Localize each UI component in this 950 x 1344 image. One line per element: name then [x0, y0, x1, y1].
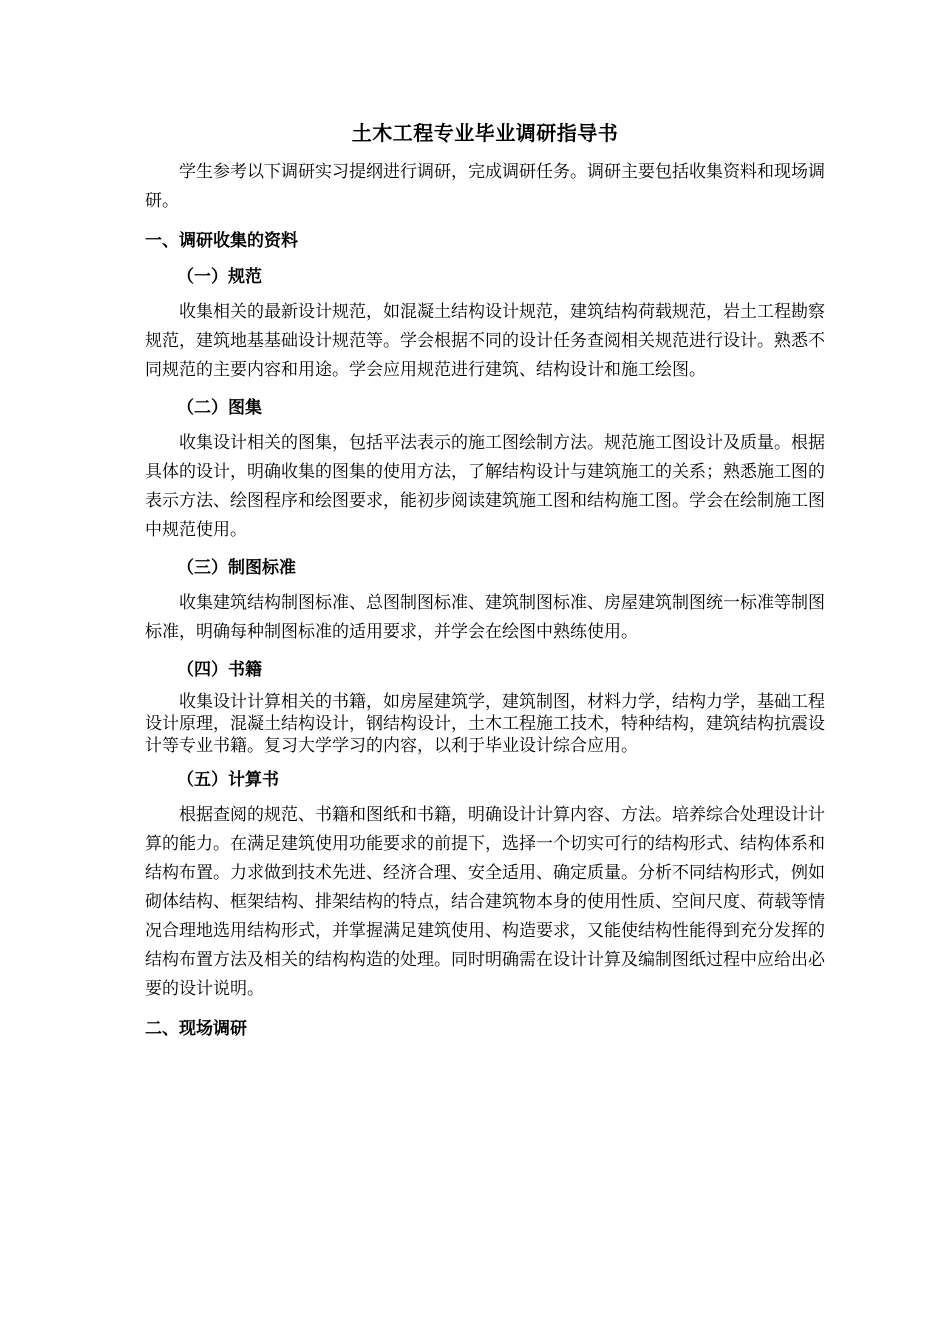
subheading-calculation-book: （五）计算书: [177, 770, 279, 790]
intro-paragraph: 学生参考以下调研实习提纲进行调研，完成调研任务。调研主要包括收集资料和现场调研。: [145, 162, 825, 211]
document-title: 土木工程专业毕业调研指导书: [351, 121, 619, 145]
section-heading-collect-materials: 一、调研收集的资料: [145, 231, 298, 251]
paragraph-books: 收集设计计算相关的书籍，如房屋建筑学，建筑制图，材料力学，结构力学，基础工程设计原理，混凝土结构设计，钢结构设计，土木工程施工技术，特种结构，建筑结构抗震设计等专业书籍。复习大学学习的内容，以利于毕业设计综合应用。: [145, 692, 825, 756]
paragraph-codes: 收集相关的最新设计规范，如混凝土结构设计规范，建筑结构荷载规范，岩土工程勘察规范，建筑地基基础设计规范等。学会根据不同的设计任务查阅相关规范进行设计。熟悉不同规范的主要内容和用途。学会应用规范进行建筑、结构设计和施工绘图。: [145, 302, 825, 380]
section-heading-field-research: 二、现场调研: [145, 1019, 247, 1039]
paragraph-drawing-standards: 收集建筑结构制图标准、总图制图标准、建筑制图标准、房屋建筑制图统一标准等制图标准，明确每种制图标准的适用要求，并学会在绘图中熟练使用。: [145, 593, 825, 642]
paragraph-calculation-book: 根据查阅的规范、书籍和图纸和书籍，明确设计计算内容、方法。培养综合处理设计计算的能力。在满足建筑使用功能要求的前提下，选择一个切实可行的结构形式、结构体系和结构布置。力求做到技术先进、经济合理、安全适用、确定质量。分析不同结构形式，例如砌体结构、框架结构、排架结构的特点，结合建筑物本身的使用性质、空间尺度、荷载等情况合理地选用结构形式，并掌握满足建筑使用、构造要求，又能使结构性能得到充分发挥的结构布置方法及相关的结构构造的处理。同时明确需在设计计算及编制图纸过程中应给出必要的设计说明。: [145, 805, 825, 999]
subheading-drawing-standards: （三）制图标准: [177, 558, 296, 578]
subheading-codes: （一）规范: [177, 267, 262, 287]
document-page: [145, 118, 825, 1052]
subheading-books: （四）书籍: [177, 660, 262, 680]
paragraph-atlases: 收集设计相关的图集，包括平法表示的施工图绘制方法。规范施工图设计及质量。根据具体的设计，明确收集的图集的使用方法，了解结构设计与建筑施工的关系；熟悉施工图的表示方法、绘图程序和绘图要求，能初步阅读建筑施工图和结构施工图。学会在绘制施工图中规范使用。: [145, 433, 825, 540]
subheading-atlases: （二）图集: [177, 398, 262, 418]
